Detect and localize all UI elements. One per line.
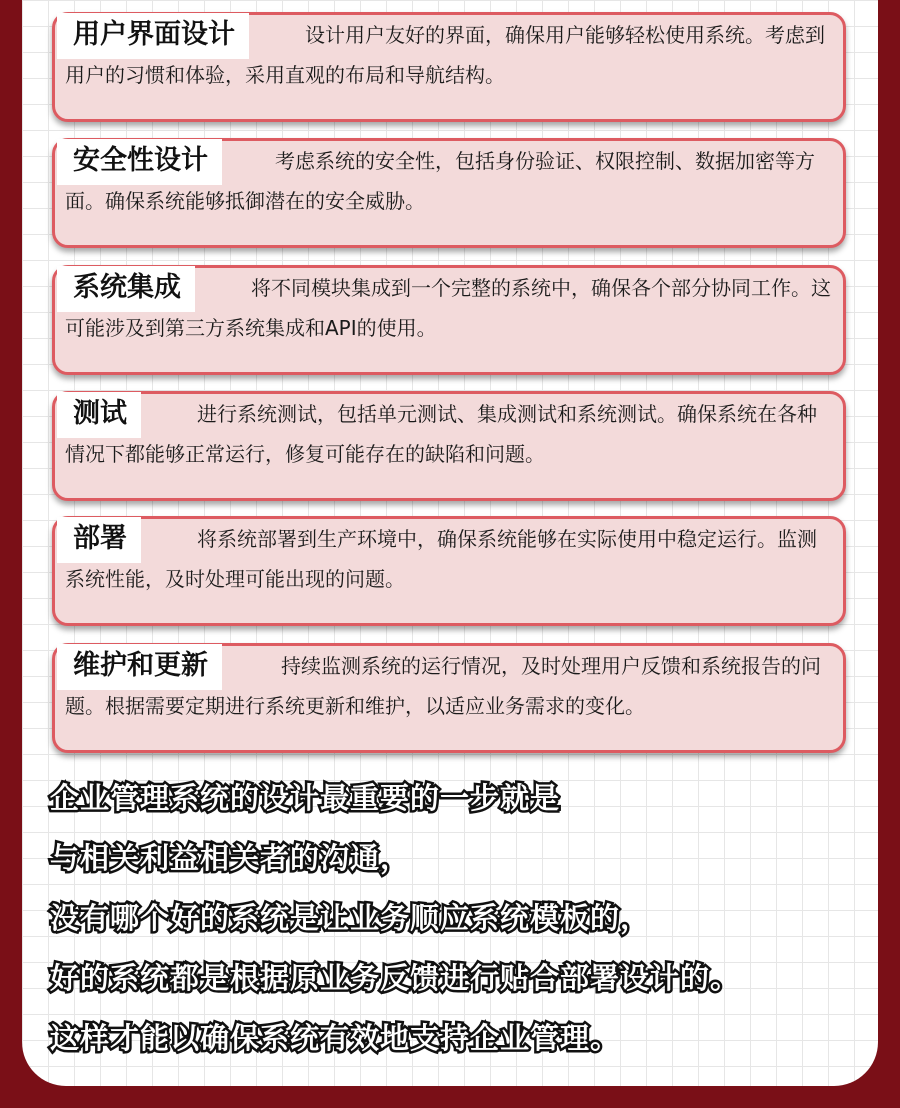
section-title: 用户界面设计	[57, 13, 249, 59]
section-text: 考虑系统的安全性，包括身份验证、权限控制、数据加密等方面。确保系统能够抵御潜在的安全威胁。	[65, 149, 815, 213]
section-title: 测试	[57, 392, 141, 438]
section-title: 维护和更新	[57, 644, 222, 690]
closing-line: 与相关利益相关者的沟通，	[50, 841, 411, 875]
closing-paragraph	[50, 768, 870, 1068]
section-text: 将不同模块集成到一个完整的系统中，确保各个部分协同工作。这可能涉及到第三方系统集成和API的使用。	[65, 276, 831, 340]
closing-line: 这样才能以确保系统有效地支持企业管理。	[50, 1021, 621, 1055]
section-title: 部署	[57, 517, 141, 563]
section-text: 将系统部署到生产环境中，确保系统能够在实际使用中稳定运行。监测系统性能，及时处理可能出现的问题。	[65, 527, 817, 591]
section-text: 设计用户友好的界面，确保用户能够轻松使用系统。考虑到用户的习惯和体验，采用直观的布局和导航结构。	[65, 23, 825, 87]
section-card-ui-design	[52, 12, 846, 122]
section-text: 持续监测系统的运行情况，及时处理用户反馈和系统报告的问题。根据需要定期进行系统更新和维护，以适应业务需求的变化。	[65, 654, 821, 718]
content-page	[22, 0, 878, 1086]
section-title: 系统集成	[57, 266, 195, 312]
section-card-deployment	[52, 516, 846, 626]
closing-line: 没有哪个好的系统是让业务顺应系统模板的，	[50, 901, 651, 935]
section-card-maintenance	[52, 643, 846, 753]
section-text: 进行系统测试，包括单元测试、集成测试和系统测试。确保系统在各种情况下都能够正常运行，修复可能存在的缺陷和问题。	[65, 402, 817, 466]
section-card-testing	[52, 391, 846, 501]
closing-line: 好的系统都是根据原业务反馈进行贴合部署设计的。	[50, 961, 741, 995]
section-title: 安全性设计	[57, 139, 222, 185]
closing-line: 企业管理系统的设计最重要的一步就是	[50, 781, 561, 815]
section-card-integration	[52, 265, 846, 375]
section-card-security	[52, 138, 846, 248]
